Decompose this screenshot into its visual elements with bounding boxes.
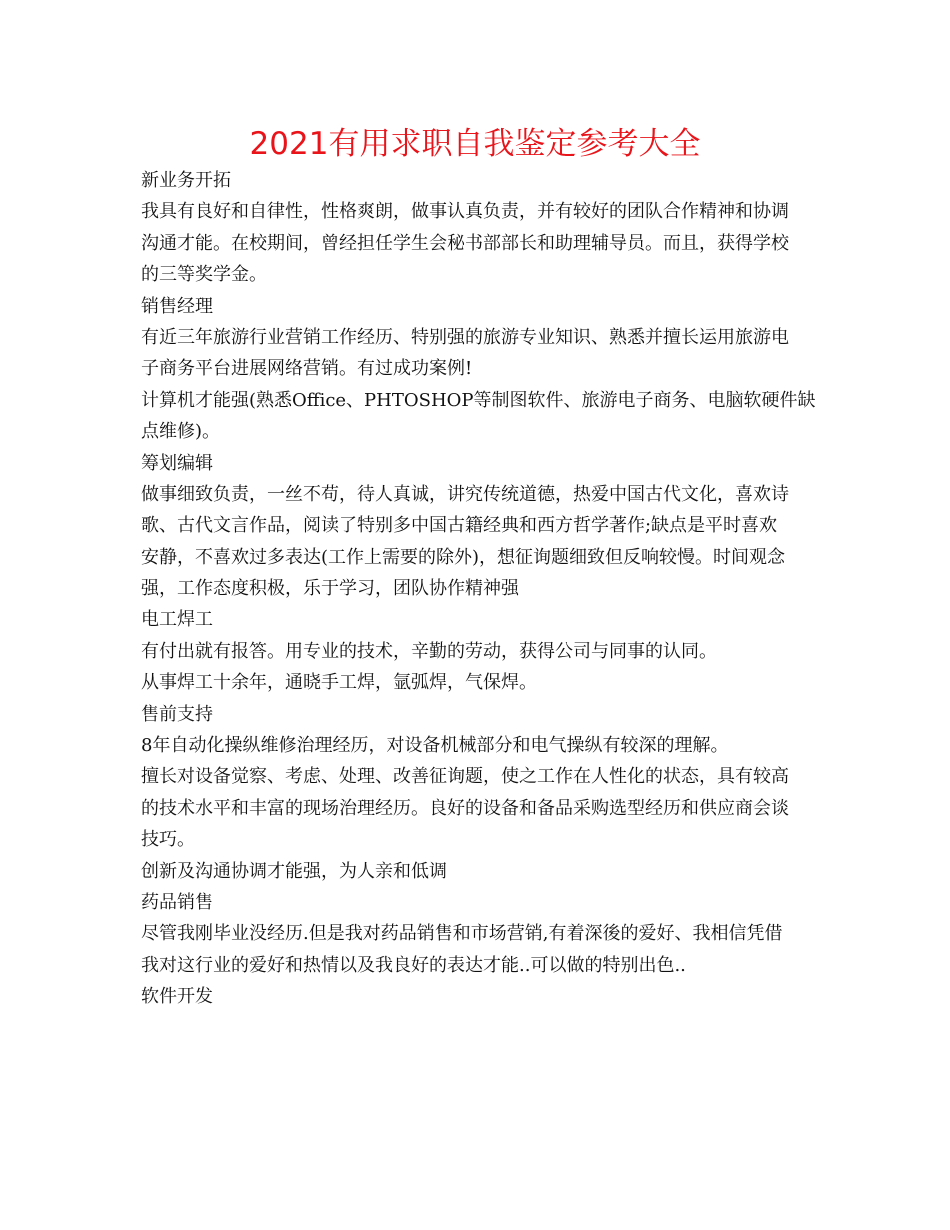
document-title: 2021有用求职自我鉴定参考大全 [249,126,701,162]
section-heading-presales-support: 售前支持 [141,703,213,725]
section-heading-drug-sales: 药品销售 [141,891,213,913]
body-line: 有近三年旅游行业营销工作经历、特别强的旅游专业知识、熟悉并擅长运用旅游电 [141,326,789,348]
body-line: 的技术水平和丰富的现场治理经历。良好的设备和备品采购选型经历和供应商会谈 [141,797,789,819]
body-line: 做事细致负责，一丝不苟，待人真诚，讲究传统道德，热爱中国古代文化，喜欢诗 [141,483,789,505]
body-line: 子商务平台进展网络营销。有过成功案例! [141,358,473,380]
body-line: 的三等奖学金。 [141,264,267,286]
body-line: 尽管我刚毕业没经历.但是我对药品销售和市场营销,有着深後的爱好、我相信凭借 [141,923,783,945]
body-line: 技巧。 [141,829,195,851]
section-heading-sales-manager: 销售经理 [141,295,213,317]
section-heading-electrician-welder: 电工焊工 [141,609,213,631]
body-line: 8年自动化操纵维修治理经历，对设备机械部分和电气操纵有较深的理解。 [141,735,729,757]
body-line: 安静，不喜欢过多表达(工作上需要的除外)，想征询题细致但反响较慢。时间观念 [141,546,786,568]
section-heading-planning-editor: 筹划编辑 [141,452,213,474]
body-line: 我对这行业的爱好和热情以及我良好的表达才能..可以做的特别出色.. [141,954,686,976]
body-line: 沟通才能。在校期间，曾经担任学生会秘书部部长和助理辅导员。而且，获得学校 [141,232,789,254]
body-line: 强，工作态度积极，乐于学习，团队协作精神强 [141,578,519,600]
body-line: 擅长对设备觉察、考虑、处理、改善征询题，使之工作在人性化的状态，具有较高 [141,766,789,788]
body-line: 我具有良好和自律性，性格爽朗，做事认真负责，并有较好的团队合作精神和协调 [141,201,789,223]
body-line: 歌、古代文言作品，阅读了特别多中国古籍经典和西方哲学著作;缺点是平时喜欢 [141,515,778,537]
body-line: 创新及沟通协调才能强，为人亲和低调 [141,860,447,882]
section-heading-new-business: 新业务开拓 [141,170,231,191]
body-line: 有付出就有报答。用专业的技术，辛勤的劳动，获得公司与同事的认同。 [141,640,717,662]
document-body [141,165,816,1013]
body-line: 点维修)。 [141,421,221,443]
body-line: 从事焊工十余年，通晓手工焊，氩弧焊，气保焊。 [141,672,537,694]
body-line: 计算机才能强(熟悉Office、PHTOSHOP等制图软件、旅游电子商务、电脑软硬件缺 [141,389,816,411]
section-heading-software-dev: 软件开发 [141,986,213,1008]
